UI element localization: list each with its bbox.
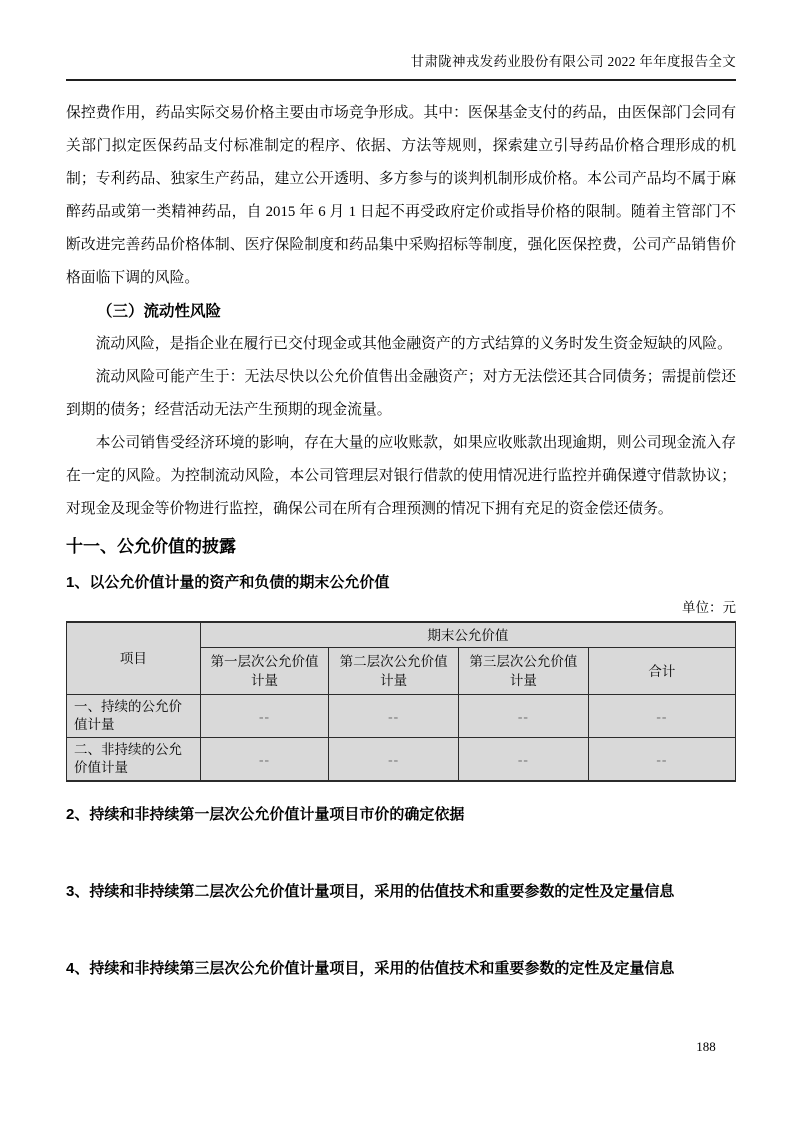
para-medical-insurance-pricing: 保控费作用，药品实际交易价格主要由市场竞争形成。其中：医保基金支付的药品，由医保部门会同有关部门拟定医保药品支付标准制定的程序、依据、方法等规则，探索建立引导药品价格合理形成的机制；专利药品、独家生产药品，建立公开透明、多方参与的谈判机制形成价格。本公司产品均不属于麻醉药品或第一类精神药品，自 2015 年 6 月 1 日起不再受政府定价或指导价格的限制。随着主管部门不断改进完善药品价格体制、医疗保险制度和药品集中采购招标等制度，强化医保控费，公司产品销售价格面临下调的风险。 — [66, 105, 736, 286]
table-row-continuous — [67, 695, 736, 738]
table-header-total: 合计 — [588, 648, 735, 695]
heading-level1-basis: 2、持续和非持续第一层次公允价值计量项目市价的确定依据 — [66, 806, 465, 823]
cell-value: -- — [329, 738, 459, 782]
heading-fair-value-measurement: 1、以公允价值计量的资产和负债的期末公允价值 — [66, 574, 390, 591]
table-row-non-continuous — [67, 738, 736, 782]
table-header-item: 项目 — [67, 622, 201, 695]
page-header — [66, 50, 736, 81]
para-liquidity-sources: 流动风险可能产生于：无法尽快以公允价值售出金融资产；对方无法偿还其合同债务；需提前偿还到期的债务；经营活动无法产生预期的现金流量。 — [66, 369, 736, 418]
page-content — [66, 97, 736, 980]
table-header-period-fair-value: 期末公允价值 — [200, 622, 735, 648]
heading-level3-valuation: 4、持续和非持续第三层次公允价值计量项目，采用的估值技术和重要参数的定性及定量信息 — [66, 960, 675, 977]
para-liquidity-definition: 流动风险，是指企业在履行已交付现金或其他金融资产的方式结算的义务时发生资金短缺的风险。 — [95, 336, 732, 352]
cell-value: -- — [459, 738, 589, 782]
heading-level2-valuation: 3、持续和非持续第二层次公允价值计量项目，采用的估值技术和重要参数的定性及定量信息 — [66, 883, 675, 900]
table-header-level2: 第二层次公允价值计量 — [329, 648, 459, 695]
cell-value: -- — [588, 695, 735, 738]
page-number: 188 — [696, 1039, 716, 1054]
table-unit-label: 单位：元 — [682, 600, 736, 615]
row-label: 一、持续的公允价值计量 — [67, 695, 201, 738]
table-header-level1: 第一层次公允价值计量 — [200, 648, 328, 695]
table-header-level3: 第三层次公允价值计量 — [459, 648, 589, 695]
fair-value-table — [66, 621, 736, 782]
cell-value: -- — [200, 738, 328, 782]
page-header-title: 甘肃陇神戎发药业股份有限公司 2022 年年度报告全文 — [410, 54, 736, 69]
para-liquidity-control: 本公司销售受经济环境的影响，存在大量的应收账款，如果应收账款出现逾期，则公司现金流入存在一定的风险。为控制流动风险，本公司管理层对银行借款的使用情况进行监控并确保遵守借款协议；对现金及现金等价物进行监控，确保公司在所有合理预测的情况下拥有充足的资金偿还债务。 — [66, 435, 736, 517]
section-title-fair-value-disclosure: 十一、公允价值的披露 — [66, 537, 236, 556]
row-label: 二、非持续的公允价值计量 — [67, 738, 201, 782]
cell-value: -- — [329, 695, 459, 738]
cell-value: -- — [200, 695, 328, 738]
table-header-row-1 — [67, 622, 736, 648]
cell-value: -- — [459, 695, 589, 738]
heading-liquidity-risk: （三）流动性风险 — [97, 303, 222, 320]
cell-value: -- — [588, 738, 735, 782]
